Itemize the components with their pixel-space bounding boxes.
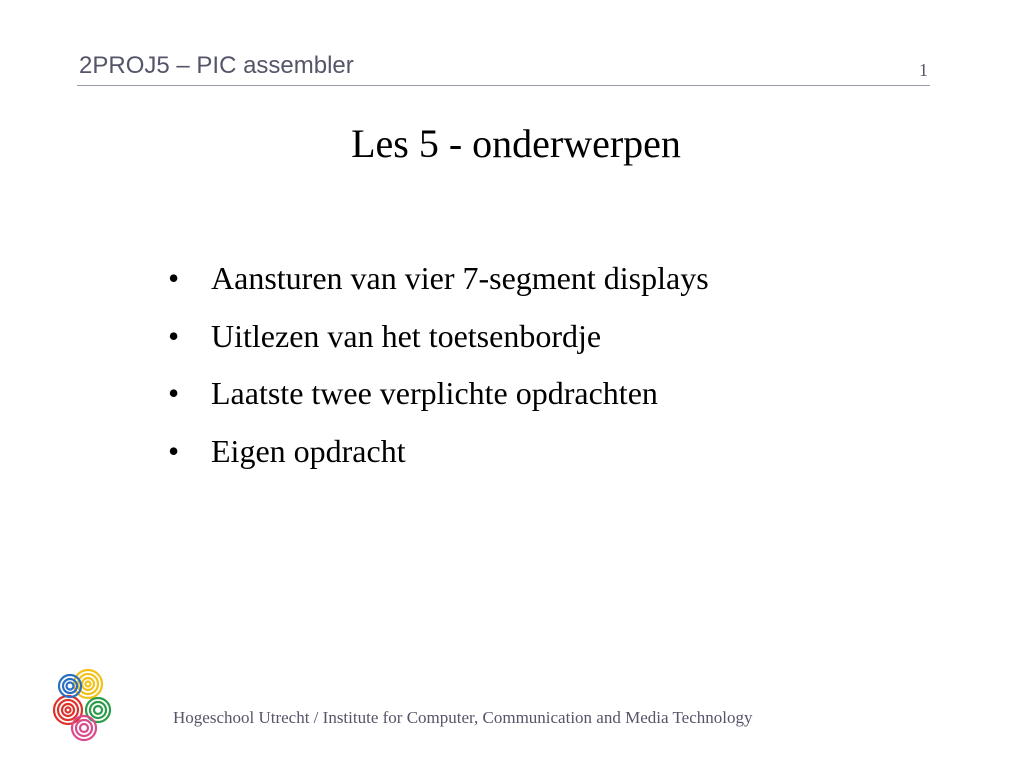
bullet-marker: • [168,375,180,411]
bullet-text: Aansturen van vier 7-segment displays [211,260,709,296]
slide-title: Les 5 - onderwerpen [351,121,681,166]
bullet-item [168,252,709,310]
bullet-item [168,310,709,368]
bullet-marker: • [168,432,180,469]
bullet-text: Uitlezen van het toetsenbordje [211,317,602,354]
bullet-text: Laatste twee verplichte opdrachten [211,375,658,411]
fingerprint-logo-icon [48,664,120,744]
bullet-text: Eigen opdracht [211,432,406,469]
logo-blob-blue [59,675,81,697]
header-divider [77,85,930,86]
page-number: 1 [919,60,928,80]
bullet-item [168,367,709,425]
bullet-marker: • [168,260,180,296]
course-title: 2PROJ5 – PIC assembler [79,52,354,79]
logo-blob-pink [72,716,96,740]
bullet-item [168,425,709,483]
footer-institution: Hogeschool Utrecht / Institute for Computer, Communication and Media Technology [173,708,753,727]
logo-blob-red [54,696,82,724]
bullet-marker: • [168,317,180,354]
bullet-list [168,252,709,482]
